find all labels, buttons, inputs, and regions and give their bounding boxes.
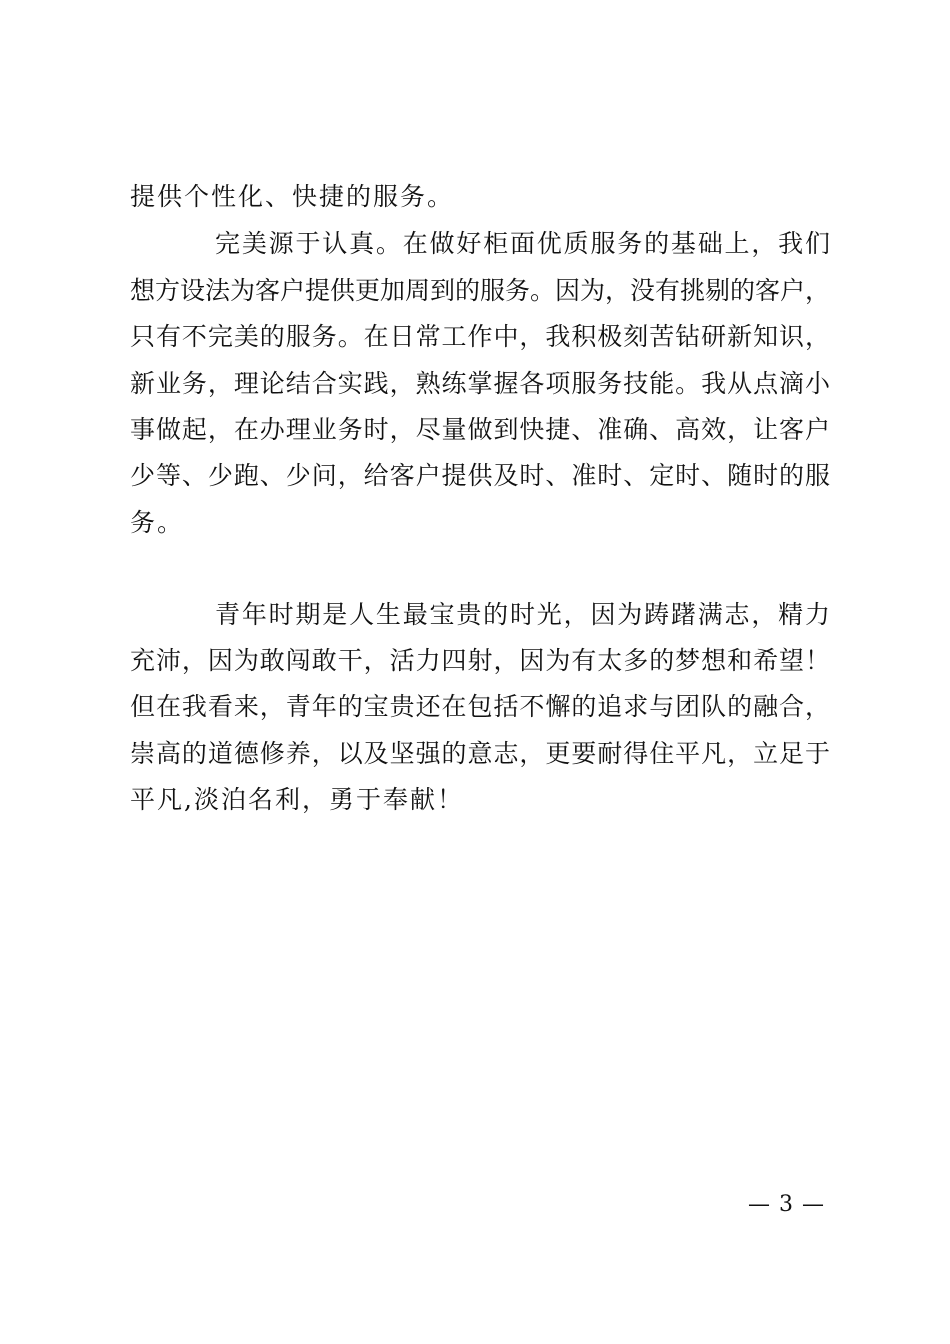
paragraph-2-line-6: 少等、少跑、少问，给客户提供及时、准时、定时、随时的服 <box>130 461 830 490</box>
paragraph-3-line-4: 崇高的道德修养，以及坚强的意志，更要耐得住平凡，立足于 <box>130 739 830 768</box>
paragraph-2-line-2: 想方设法为客户提供更加周到的服务。因为，没有挑剔的客户， <box>130 276 831 305</box>
paragraph-1-line-1: 提供个性化、快捷的服务。 <box>130 182 455 211</box>
paragraph-3-line-1: 青年时期是人生最宝贵的时光，因为踌躇满志，精力 <box>215 600 830 629</box>
paragraph-2-line-3: 只有不完美的服务。在日常工作中，我积极刻苦钻研新知识， <box>130 322 830 351</box>
paragraph-2-line-5: 事做起，在办理业务时，尽量做到快捷、准确、高效，让客户 <box>130 415 830 444</box>
paragraph-3-line-2: 充沛，因为敢闯敢干，活力四射，因为有太多的梦想和希望！ <box>130 646 830 675</box>
page-number: — 3 — <box>748 1192 825 1217</box>
paragraph-2-line-4: 新业务，理论结合实践，熟练掌握各项服务技能。我从点滴小 <box>130 369 830 398</box>
paragraph-2-line-7: 务。 <box>130 508 185 537</box>
paragraph-2-line-1: 完美源于认真。在做好柜面优质服务的基础上，我们 <box>215 229 830 258</box>
paragraph-3-line-5: 平凡,淡泊名利，勇于奉献！ <box>130 785 464 814</box>
paragraph-3-line-3: 但在我看来，青年的宝贵还在包括不懈的追求与团队的融合， <box>130 692 830 721</box>
